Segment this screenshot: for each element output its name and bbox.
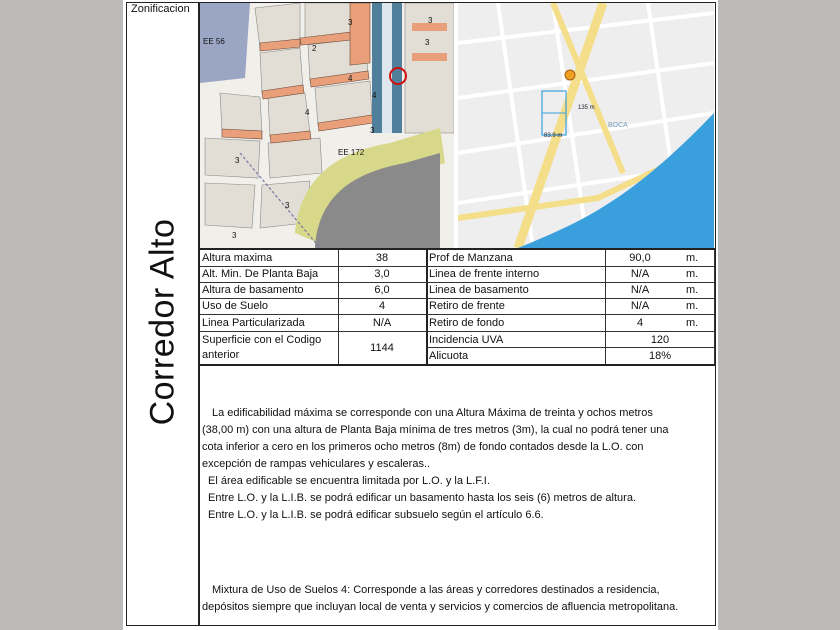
svg-text:3: 3	[370, 126, 375, 135]
svg-text:2: 2	[312, 44, 317, 53]
svg-text:EE 56: EE 56	[203, 37, 225, 46]
row-value: 90,0	[629, 252, 651, 264]
svg-text:135 m: 135 m	[578, 105, 595, 111]
row-value: 4	[378, 300, 386, 312]
svg-text:4: 4	[305, 108, 310, 117]
row-label: Alt. Min. De Planta Baja	[202, 268, 319, 280]
row-label: Linea de basamento	[429, 284, 529, 296]
row-value: N/A	[630, 284, 650, 296]
svg-text:EE 172: EE 172	[338, 148, 365, 157]
row-label: Altura maxima	[202, 252, 273, 264]
row-value: N/A	[630, 300, 650, 312]
row-label: Linea de frente interno	[429, 268, 540, 280]
row-label: Alicuota	[429, 350, 469, 362]
mixtura-line: depósitos siempre que incluyan local de venta y servicios y comercios de afluencia metropolitana.	[202, 601, 679, 613]
row-label: Superficie con el Codigo	[202, 334, 322, 346]
row-label: Linea Particularizada	[202, 317, 305, 329]
row-unit: m.	[686, 252, 699, 264]
svg-text:3: 3	[425, 38, 430, 47]
svg-text:3: 3	[285, 201, 290, 210]
row-value: N/A	[630, 268, 650, 280]
row-value: 18%	[648, 350, 672, 362]
paragraph-line: Entre L.O. y la L.I.B. se podrá edificar un basamento hasta los seis (6) metros de altura.	[208, 492, 636, 504]
row-label: Altura de basamento	[202, 284, 304, 296]
row-unit: m.	[686, 300, 699, 312]
row-unit: m.	[686, 268, 699, 280]
svg-text:3: 3	[235, 156, 240, 165]
row-label: Incidencia UVA	[429, 334, 504, 346]
row-value: 120	[650, 334, 670, 346]
maps-area	[200, 3, 714, 248]
paragraph-line: El área edificable se encuentra limitada por L.O. y la L.F.I.	[208, 475, 490, 487]
row-label: Retiro de frente	[429, 300, 505, 312]
row-value: 38	[375, 252, 389, 264]
row-value: 1144	[370, 342, 394, 354]
row-unit: m.	[686, 317, 699, 329]
zoning-map	[200, 3, 454, 248]
svg-text:4: 4	[372, 91, 377, 100]
mixtura-line: Mixtura de Uso de Suelos 4: Corresponde a las áreas y corredores destinados a residencia,	[212, 584, 660, 596]
street-map	[458, 3, 714, 248]
svg-text:3: 3	[428, 16, 433, 25]
zone-title-text: Corredor Alto	[143, 218, 182, 426]
row-value: 3,0	[374, 268, 390, 280]
paragraph-line: Entre L.O. y la L.I.B. se podrá edificar subsuelo según el artículo 6.6.	[208, 509, 544, 521]
zoning-parameters-table	[200, 248, 715, 366]
row-value: 4	[636, 317, 644, 329]
paragraph-line: cota inferior a cero en los primeros ocho metros (8m) de fondo contados desde la L.O. con	[202, 441, 644, 453]
paragraph-line: La edificabilidad máxima se corresponde con una Altura Máxima de treinta y ochos metros	[212, 407, 653, 419]
paragraph-line: (38,00 m) con una altura de Planta Baja mínima de tres metros (3m), la cual no podrá tener una	[202, 424, 669, 436]
paragraph-line: excepción de rampas vehiculares y escaleras..	[202, 458, 431, 470]
location-pin-icon	[565, 70, 575, 80]
svg-text:3: 3	[348, 18, 353, 27]
svg-text:83.9 m: 83.9 m	[544, 133, 563, 139]
row-value: N/A	[372, 317, 392, 329]
svg-text:4: 4	[348, 74, 353, 83]
row-label: Retiro de fondo	[429, 317, 505, 329]
zonificacion-label: Zonificacion	[131, 3, 190, 15]
svg-text:3: 3	[232, 231, 237, 240]
row-label: Prof de Manzana	[429, 252, 513, 264]
row-value: 6,0	[374, 284, 390, 296]
row-unit: m.	[686, 284, 699, 296]
row-label: anterior	[202, 349, 240, 361]
row-label: Uso de Suelo	[202, 300, 269, 312]
svg-text:BOCA: BOCA	[608, 122, 628, 129]
